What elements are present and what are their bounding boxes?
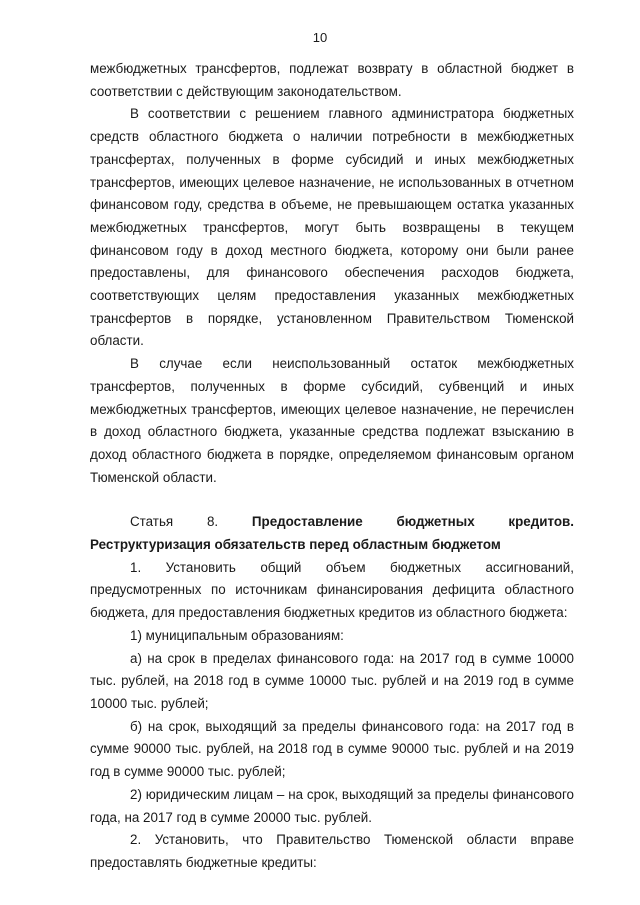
paragraph-admin-decision: В соответствии с решением главного администратора бюджетных средств областного бюджета о наличии потребности в межбюджетных трансфертах, полученных в форме субсидий и иных межбюджетных трансфертов, имеющих целевое назначение, не использованных в отчетном финансовом году, средства в объеме, не превышающем остатка указанных межбюджетных трансфертов, могут быть возвращены в текущем финансовом году в доход местного бюджета, которому они были ранее предоставлены, для финансового обеспечения расходов бюджета, соответствующих целям предоставления указанных межбюджетных трансфертов в порядке, установленном Правительством Тюменской области.	[90, 106, 574, 349]
article-8-item-1-1-b: б) на срок, выходящий за пределы финансового года: на 2017 год в сумме 90000 тыс. рублей, на 2018 год в сумме 90000 тыс. рублей и на 2019 год в сумме 90000 тыс. рублей;	[90, 718, 574, 780]
article-8-item-1-1-a: а) на срок в пределах финансового года: на 2017 год в сумме 10000 тыс. рублей, на 2018 год в сумме 10000 тыс. рублей и на 2019 год в сумме 10000 тыс. рублей;	[90, 650, 574, 711]
article-8-item-1-2: 2) юридическим лицам – на срок, выходящий за пределы финансового года, на 2017 год в сумме 20000 тыс. рублей.	[90, 786, 574, 825]
document-body	[90, 58, 574, 875]
article-8-item-1-1: 1) муниципальным образованиям:	[130, 627, 344, 643]
article-8-item-1: 1. Установить общий объем бюджетных ассигнований, предусмотренных по источникам финансирования дефицита областного бюджета, для предоставления бюджетных кредитов из областного бюджета:	[90, 559, 574, 621]
article-8-label: Статья 8.	[130, 514, 219, 530]
paragraph-unused-balance: В случае если неиспользованный остаток межбюджетных трансфертов, полученных в форме субсидий, субвенций и иных межбюджетных трансфертов, имеющих целевое назначение, не перечислен в доход областного бюджета, указанные средства подлежат взысканию в доход областного бюджета в порядке, определяемом финансовым органом Тюменской области.	[90, 356, 574, 485]
page-number: 10	[312, 30, 328, 45]
article-8-item-2: 2. Установить, что Правительство Тюменской области вправе предоставлять бюджетные кредиты:	[90, 832, 574, 870]
article-8-title: Предоставление бюджетных кредитов. Реструктуризация обязательств перед областным бюджетом	[90, 514, 574, 553]
article-8-heading	[90, 511, 574, 556]
paragraph-transfers-return: межбюджетных трансфертов, подлежат возврату в областной бюджет в соответствии с действующим законодательством.	[90, 61, 574, 99]
